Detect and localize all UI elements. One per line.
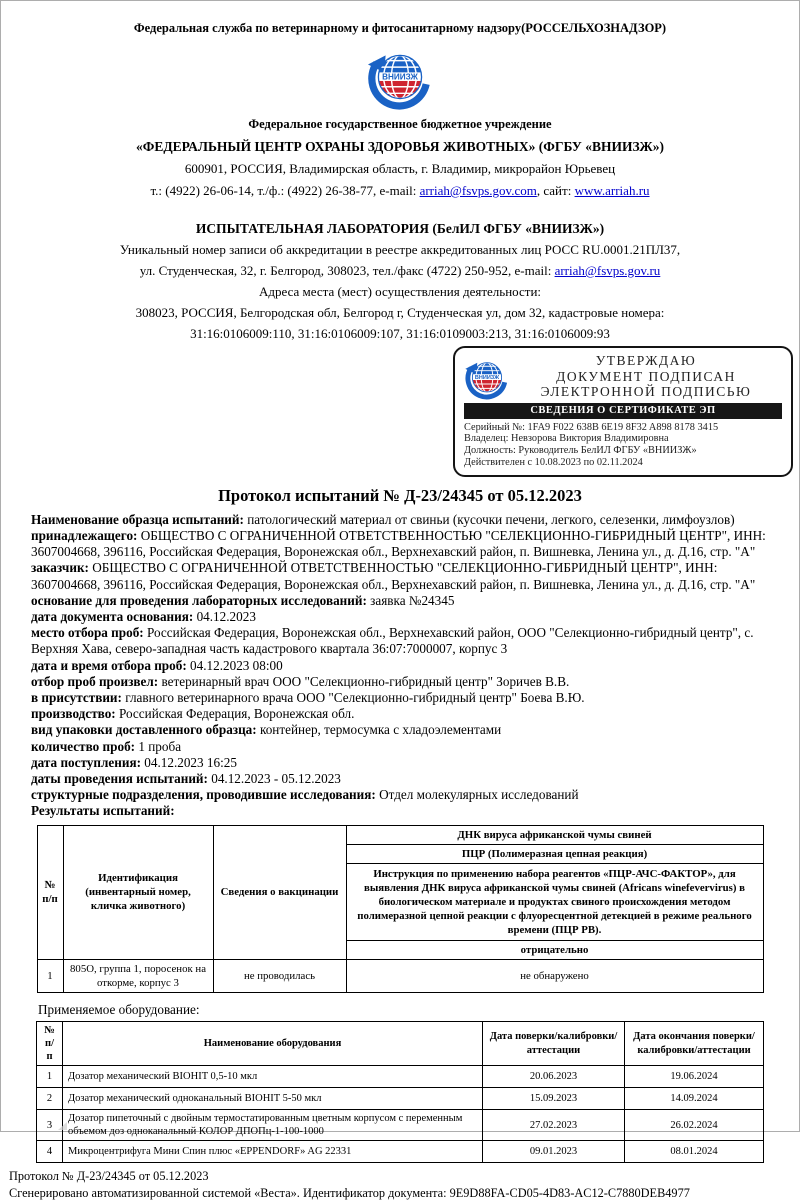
lab-accreditation: Уникальный номер записи об аккредитации в реестре аккредитованных лиц РОСС RU.0001.21ПЛ37, (119, 242, 681, 257)
agency-header: Федеральная служба по ветеринарному и фитосанитарному надзору(РОССЕЛЬХОЗНАДЗОР) (133, 21, 667, 35)
field-test-dates (31, 771, 769, 787)
field-sample-count (31, 739, 769, 755)
stamp-signed-line2: ЭЛЕКТРОННОЙ ПОДПИСЬЮ (540, 384, 752, 399)
field-departments (31, 787, 769, 803)
field-value: Отдел молекулярных исследований (379, 787, 579, 803)
contacts-text: т.: (4922) 26-06-14, т./ф.: (4922) 26-38-77, e-mail: (150, 183, 420, 198)
results-col-vaccination: Сведения о вакцинации (213, 825, 346, 959)
field-value: 04.12.2023 16:25 (144, 754, 237, 770)
lab-email-link[interactable]: arriah@fsvps.gov.ru (554, 263, 661, 278)
equip-row-num: 2 (37, 1088, 63, 1110)
equip-row-date-to: 26.02.2024 (625, 1110, 764, 1141)
footer-protocol-ref: Протокол № Д-23/24345 от 05.12.2023 (9, 1169, 209, 1184)
results-method: ПЦР (Полимеразная цепная реакция) (346, 844, 763, 863)
field-customer (31, 560, 769, 592)
results-method-doc: Инструкция по применению набора реагентов «ПЦР-АЧС-ФАКТОР», для выявления ДНК вируса африканской чумы свиней (Africans winefevervirus) в биологическом материале и продуктах свиного происхождения методом полимеразной цепной реакции с флуоресцентной детекцией в режиме реального времени (ПЦР РВ). (346, 863, 763, 940)
field-packaging (31, 722, 769, 738)
results-norm: отрицательно (346, 940, 763, 959)
field-label: дата и время отбора проб: (31, 657, 187, 673)
results-col-identification: Идентификация (инвентарный номер, кличка животного) (63, 825, 213, 959)
field-value: Российская Федерация, Воронежская обл., Верхнехавский район, ООО "Селекционно-гибридный центр", с. Верхняя Хава, северо-западная часть кадастрового квартала 36:07:7000007, корпус 3 (31, 625, 754, 657)
field-sampled-by (31, 674, 769, 690)
lab-address-text: ул. Студенческая, 32, г. Белгород, 308023, тел./факс (4722) 250-952, e-mail: (139, 263, 555, 278)
field-label: отбор проб произвел: (31, 673, 159, 689)
results-table (37, 825, 764, 993)
equip-row-num: 3 (37, 1110, 63, 1141)
field-production (31, 706, 769, 722)
lab-activity-heading: Адреса места (мест) осуществления деятельности: (258, 284, 542, 299)
equip-row-date-to: 14.09.2024 (625, 1088, 764, 1110)
results-row (37, 959, 763, 992)
stamp-approve: УТВЕРЖДАЮ (595, 353, 697, 368)
equip-row-date-to: 08.01.2024 (625, 1141, 764, 1163)
field-label: дата документа основания: (31, 608, 194, 624)
stamp-certificate-bar: СВЕДЕНИЯ О СЕРТИФИКАТЕ ЭП (464, 403, 782, 419)
equip-col-date-to: Дата окончания поверки/калибровки/аттестации (625, 1021, 764, 1065)
org-name: «ФЕДЕРАЛЬНЫЙ ЦЕНТР ОХРАНЫ ЗДОРОВЬЯ ЖИВОТНЫХ» (ФГБУ «ВНИИЗЖ») (135, 139, 665, 154)
field-value: ОБЩЕСТВО С ОГРАНИЧЕННОЙ ОТВЕТСТВЕННОСТЬЮ "СЕЛЕКЦИОННО-ГИБРИДНЫЙ ЦЕНТР", ИНН: 3607004668, 396116, Российская Федерация, Воронежская обл., Верхнехавский район, п. Вишневка, Ленина ул., д. Д.16, стр. "А" (31, 560, 756, 592)
lab-activity-address: 308023, РОССИЯ, Белгородская обл, Белгород г, Студенческая ул, дом 32, кадастровые номера: (135, 305, 665, 320)
equip-col-name: Наименование оборудования (63, 1021, 483, 1065)
result-row-id: 805О, группа 1, поросенок на откорме, корпус 3 (63, 959, 213, 992)
lab-cadastral-numbers: 31:16:0106009:110, 31:16:0106009:107, 31:16:0109003:213, 31:16:0106009:93 (190, 326, 610, 341)
equip-row-date-to: 19.06.2024 (625, 1066, 764, 1088)
field-value: патологический материал от свиньи (кусочки печени, легкого, селезенки, лимфоузлов) (247, 511, 735, 527)
stamp-signed-line1: ДОКУМЕНТ ПОДПИСАН (556, 368, 736, 384)
field-sampling-place (31, 625, 769, 657)
vniizh-logo-icon (367, 41, 433, 109)
field-value: 04.12.2023 - 05.12.2023 (211, 770, 341, 786)
equip-row-num: 4 (37, 1141, 63, 1163)
equipment-heading: Применяемое оборудование: (38, 1001, 200, 1017)
field-label: количество проб: (31, 738, 136, 754)
field-value: ОБЩЕСТВО С ОГРАНИЧЕННОЙ ОТВЕТСТВЕННОСТЬЮ "СЕЛЕКЦИОННО-ГИБРИДНЫЙ ЦЕНТР", ИНН: 3607004668, 396116, Российская Федерация, Воронежская обл., Верхнехавский район, п. Вишневка, Ленина ул., д. Д.16, стр. "А" (31, 527, 766, 560)
equip-row-date-from: 09.01.2023 (483, 1141, 625, 1163)
field-value: 04.12.2023 08:00 (190, 657, 283, 673)
field-label: Наименование образца испытаний: (31, 511, 244, 527)
stamp-position: Должность: Руководитель БелИЛ ФГБУ «ВНИИЗЖ» (464, 445, 697, 457)
equip-row-date-from: 20.06.2023 (483, 1066, 625, 1088)
org-contacts (1, 183, 799, 199)
equipment-table (36, 1021, 764, 1164)
field-label: даты проведения испытаний: (31, 770, 208, 786)
org-email-link[interactable]: arriah@fsvps.gov.com (419, 183, 537, 198)
equip-row-num: 1 (37, 1066, 63, 1088)
equip-row-name: Дозатор механический одноканальный BIOHIT 5-50 мкл (63, 1088, 483, 1110)
page-corner-artifact (58, 1122, 67, 1130)
equip-row-date-from: 15.09.2023 (483, 1088, 625, 1110)
field-sampling-datetime (31, 658, 769, 674)
field-label: вид упаковки доставленного образца: (31, 722, 257, 738)
field-received-date (31, 755, 769, 771)
equipment-row (37, 1066, 764, 1088)
result-row-vaccination: не проводилась (213, 959, 346, 992)
field-owner (31, 528, 769, 560)
field-label: производство: (31, 706, 116, 722)
field-label: заказчик: (31, 560, 89, 576)
footer-generated-by: Сгенерировано автоматизированной системой «Веста». Идентификатор документа: 9E9D88FA-CD05-4D83-AC12-C7880DEB4977 (9, 1185, 690, 1200)
stamp-serial: Серийный №: 1FA9 F022 638B 6E19 8F32 A898 8178 3415 (464, 421, 719, 433)
equip-col-date-from: Дата поверки/калибровки/аттестации (483, 1021, 625, 1065)
field-value: главного ветеринарного врача ООО "Селекционно-гибридный центр" Боева В.Ю. (125, 689, 585, 705)
stamp-vniizh-logo-icon (464, 353, 510, 399)
logo-text: ВНИИЗЖ (382, 72, 418, 82)
stamp-validity: Действителен с 10.08.2023 по 02.11.2024 (464, 456, 643, 468)
field-label: в присутствии: (31, 689, 122, 705)
results-heading: Результаты испытаний: (31, 803, 175, 819)
field-label: принадлежащего: (31, 527, 138, 543)
equip-row-date-from: 27.02.2023 (483, 1110, 625, 1141)
field-value: ветеринарный врач ООО "Селекционно-гибридный центр" Зоричев В.В. (161, 673, 570, 689)
result-row-num: 1 (37, 959, 63, 992)
equipment-row (37, 1088, 764, 1110)
stamp-owner: Владелец: Невзорова Виктория Владимировна (464, 433, 669, 445)
field-label: структурные подразделения, проводившие исследования: (31, 787, 376, 803)
results-col-num: № п/п (37, 825, 63, 959)
field-label: место отбора проб: (31, 625, 144, 641)
field-value: заявка №24345 (370, 592, 455, 608)
org-type: Федеральное государственное бюджетное учреждение (248, 117, 552, 131)
org-site-link[interactable]: www.arriah.ru (574, 183, 650, 198)
equip-row-name: Дозатор механический BIOHIT 0,5-10 мкл (63, 1066, 483, 1088)
equip-row-name: Дозатор пипеточный с двойным термостатированным цветным корпусом с переменным объемом доз одноканальный КОЛОР ДПОПц-1-100-1000 (63, 1110, 483, 1141)
protocol-title: Протокол испытаний № Д-23/24345 от 05.12.2023 (218, 485, 582, 505)
field-value: 1 проба (138, 738, 182, 754)
site-separator: , сайт: (536, 183, 575, 198)
field-value: 04.12.2023 (196, 608, 256, 624)
equip-col-num: № п/п (37, 1021, 63, 1065)
org-address: 600901, РОССИЯ, Владимирская область, г. Владимир, микрорайон Юрьевец (184, 161, 616, 176)
field-value: контейнер, термосумка с хладоэлементами (259, 722, 502, 738)
field-basis-date (31, 609, 769, 625)
field-value: Российская Федерация, Воронежская обл. (119, 706, 355, 722)
equip-row-name: Микроцентрифуга Мини Спин плюс «EPPENDORF» AG 22331 (63, 1141, 483, 1163)
lab-title: ИСПЫТАТЕЛЬНАЯ ЛАБОРАТОРИЯ (БелИЛ ФГБУ «ВНИИЗЖ») (195, 221, 605, 236)
field-basis (31, 593, 769, 609)
results-test-name: ДНК вируса африканской чумы свиней (346, 825, 763, 844)
equipment-row (37, 1110, 764, 1141)
document-footer (9, 1168, 799, 1201)
field-sample-name (31, 512, 769, 528)
equipment-row (37, 1141, 764, 1163)
stamp-logo-text: ВНИИЗЖ (474, 375, 500, 382)
protocol-fields (1, 506, 799, 820)
field-in-presence (31, 690, 769, 706)
field-label: основание для проведения лабораторных исследований: (31, 592, 367, 608)
lab-address (1, 263, 799, 279)
signature-stamp (453, 346, 793, 477)
result-row-result: не обнаружено (346, 959, 763, 992)
field-label: дата поступления: (31, 754, 141, 770)
